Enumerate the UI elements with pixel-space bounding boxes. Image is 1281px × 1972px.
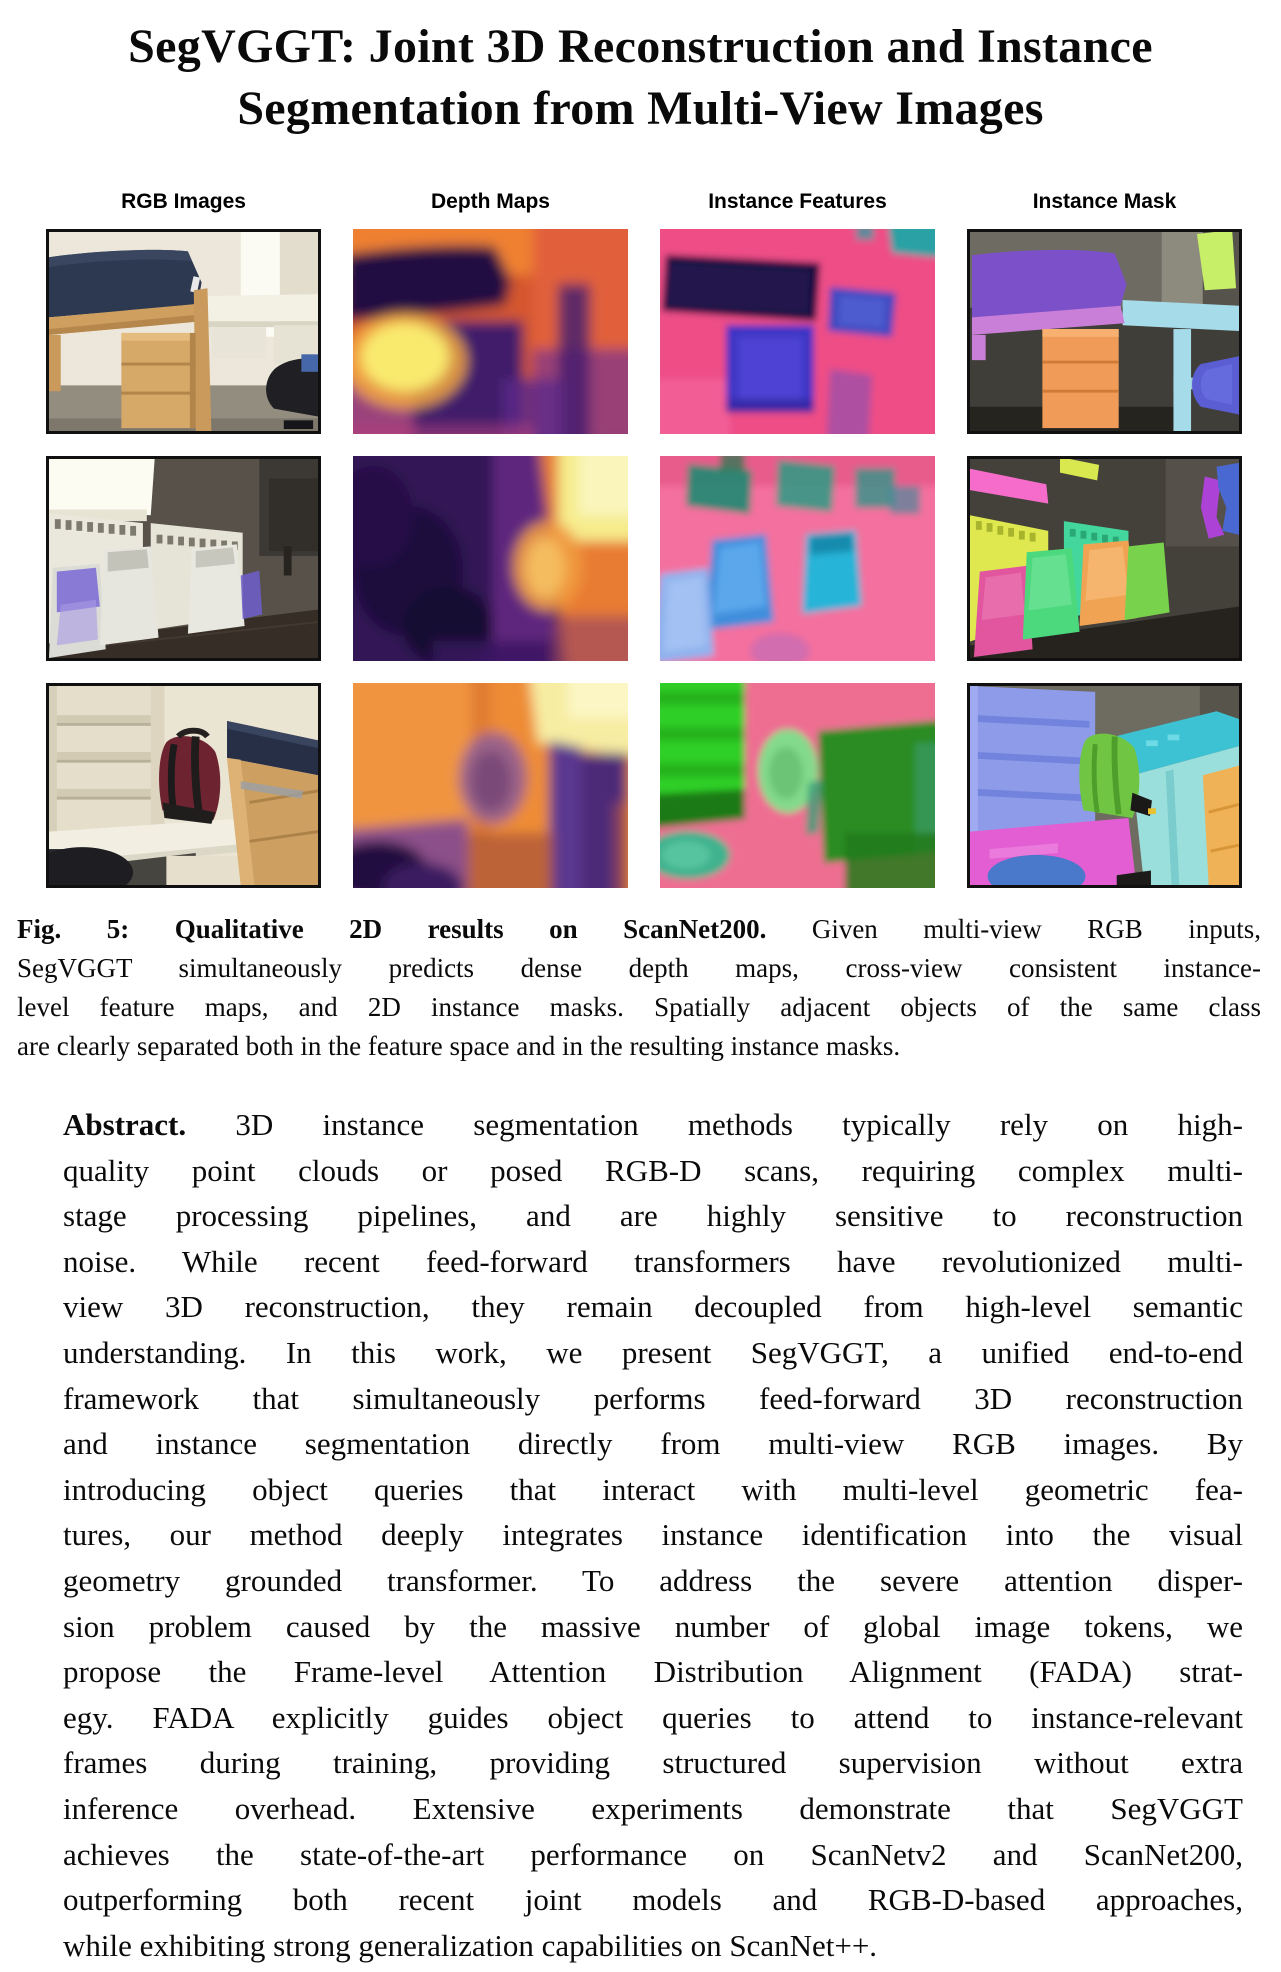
figure-cell-row1-depth — [353, 229, 628, 434]
figure-image-grid — [46, 229, 1243, 888]
caption-line: level feature maps, and 2D instance masks. Spatially adjacent objects of the same class — [17, 992, 1261, 1022]
abstract-section — [63, 1102, 1243, 1968]
abstract-line: Abstract. 3D instance segmentation methods typically rely on high- — [63, 1107, 1243, 1142]
abstract-line: inference overhead. Extensive experiments demonstrate that SegVGGT — [63, 1790, 1243, 1826]
rgb-image-row3 — [46, 683, 321, 888]
abstract-line: stage processing pipelines, and are highly sensitive to reconstruction — [63, 1198, 1243, 1234]
figure-cell-row2-depth — [353, 456, 628, 661]
column-header-rgb-images: RGB Images — [121, 190, 246, 213]
caption-line: Fig. 5: Qualitative 2D results on ScanNet200. Given multi-view RGB inputs, — [17, 914, 1261, 944]
figure-cell-row2-features — [660, 456, 935, 661]
column-header-instance-mask: Instance Mask — [1032, 190, 1177, 213]
instance-features-row2 — [660, 456, 935, 661]
instance-features-row1 — [660, 229, 935, 434]
depth-map-row1 — [353, 229, 628, 434]
abstract-line: view 3D reconstruction, they remain decoupled from high-level semantic — [63, 1289, 1243, 1325]
abstract-line: while exhibiting strong generalization capabilities on ScanNet++. — [63, 1927, 878, 1963]
abstract-line: framework that simultaneously performs feed-forward 3D reconstruction — [63, 1380, 1243, 1416]
instance-mask-row1 — [967, 229, 1242, 434]
column-header-instance-features: Instance Features — [708, 190, 887, 213]
abstract-line: geometry grounded transformer. To address the severe attention disper- — [63, 1562, 1243, 1598]
instance-features-row3 — [660, 683, 935, 888]
figure-cell-row1-rgb — [46, 229, 321, 434]
abstract-line: and instance segmentation directly from multi-view RGB images. By — [63, 1426, 1243, 1462]
abstract-line: tures, our method deeply integrates instance identification into the visual — [63, 1517, 1243, 1553]
column-header-depth-maps: Depth Maps — [430, 190, 550, 213]
figure-cell-row3-depth — [353, 683, 628, 888]
caption-line: are clearly separated both in the feature space and in the resulting instance masks. — [17, 1031, 901, 1061]
figure-cell-row3-rgb — [46, 683, 321, 888]
abstract-line: outperforming both recent joint models and RGB-D-based approaches, — [63, 1882, 1243, 1918]
figure-cell-row1-features — [660, 229, 935, 434]
depth-map-row2 — [353, 456, 628, 661]
abstract-line: frames during training, providing structured supervision without extra — [63, 1745, 1243, 1781]
abstract-line: sion problem caused by the massive number of global image tokens, we — [63, 1608, 1243, 1644]
figure-column-headers — [46, 190, 1243, 214]
abstract-line: propose the Frame-level Attention Distribution Alignment (FADA) strat- — [63, 1654, 1243, 1690]
abstract-line: quality point clouds or posed RGB-D scans, requiring complex multi- — [63, 1152, 1243, 1188]
rgb-image-row2 — [46, 456, 321, 661]
abstract-line: egy. FADA explicitly guides object queries to attend to instance-relevant — [63, 1699, 1243, 1735]
figure-cell-row3-mask — [967, 683, 1242, 888]
instance-mask-row3 — [967, 683, 1242, 888]
depth-map-row3 — [353, 683, 628, 888]
abstract-line: understanding. In this work, we present SegVGGT, a unified end-to-end — [63, 1334, 1243, 1370]
abstract-line: introducing object queries that interact with multi-level geometric fea- — [63, 1471, 1243, 1507]
rgb-image-row1 — [46, 229, 321, 434]
figure-cell-row1-mask — [967, 229, 1242, 434]
paper-title-line2: Segmentation from Multi-View Images — [237, 82, 1044, 135]
figure-caption — [17, 910, 1261, 1066]
abstract-line: noise. While recent feed-forward transformers have revolutionized multi- — [63, 1243, 1243, 1279]
paper-title-line1: SegVGGT: Joint 3D Reconstruction and Instance — [128, 20, 1153, 73]
figure-cell-row3-features — [660, 683, 935, 888]
instance-mask-row2 — [967, 456, 1242, 661]
figure-cell-row2-rgb — [46, 456, 321, 661]
figure-cell-row2-mask — [967, 456, 1242, 661]
figure-5 — [46, 190, 1243, 888]
abstract-line: achieves the state-of-the-art performance on ScanNetv2 and ScanNet200, — [63, 1836, 1243, 1872]
caption-line: SegVGGT simultaneously predicts dense depth maps, cross-view consistent instance- — [17, 953, 1261, 983]
paper-title — [0, 16, 1281, 140]
